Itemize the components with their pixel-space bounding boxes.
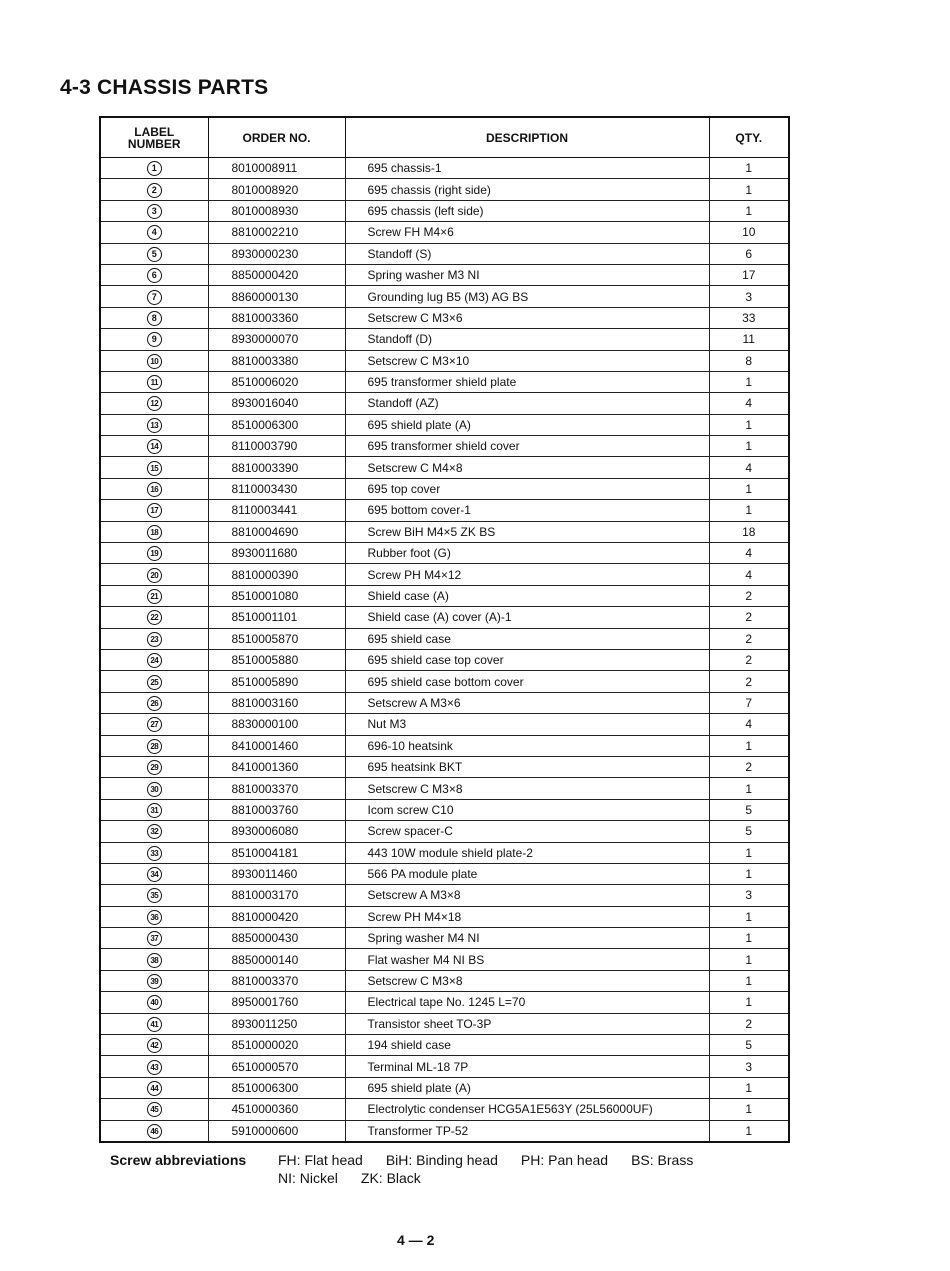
qty-cell: 3: [709, 286, 789, 307]
label-number-cell: [100, 992, 208, 1013]
table-row: [100, 821, 789, 842]
abbreviations-title: Screw abbreviations: [110, 1152, 247, 1168]
description-cell: Setscrew A M3×6: [345, 692, 709, 713]
circled-label-number: 45: [147, 1102, 162, 1117]
label-number-cell: [100, 906, 208, 927]
order-no-cell: 8010008911: [208, 158, 345, 179]
table-row: [100, 671, 789, 692]
description-cell: Icom screw C10: [345, 799, 709, 820]
label-number-cell: [100, 371, 208, 392]
qty-cell: 18: [709, 521, 789, 542]
circled-label-number: 5: [147, 247, 162, 262]
table-row: [100, 371, 789, 392]
qty-cell: 1: [709, 436, 789, 457]
order-no-cell: 8510001101: [208, 607, 345, 628]
circled-label-number: 1: [147, 161, 162, 176]
label-number-cell: [100, 457, 208, 478]
description-cell: 696-10 heatsink: [345, 735, 709, 756]
label-number-cell: [100, 478, 208, 499]
description-cell: Spring washer M3 NI: [345, 264, 709, 285]
table-row: [100, 949, 789, 970]
label-number-cell: [100, 756, 208, 777]
abbreviations-list: [278, 1152, 718, 1186]
label-number-cell: [100, 179, 208, 200]
chassis-parts-table: [99, 116, 790, 1143]
qty-cell: 2: [709, 649, 789, 670]
circled-label-number: 14: [147, 439, 162, 454]
qty-cell: 5: [709, 1035, 789, 1056]
description-cell: Setscrew C M3×6: [345, 307, 709, 328]
order-no-cell: 8930006080: [208, 821, 345, 842]
description-cell: Nut M3: [345, 714, 709, 735]
label-number-cell: [100, 1099, 208, 1120]
description-cell: Spring washer M4 NI: [345, 928, 709, 949]
order-no-cell: 8010008920: [208, 179, 345, 200]
table-row: [100, 1120, 789, 1142]
circled-label-number: 3: [147, 204, 162, 219]
order-no-cell: 8510005890: [208, 671, 345, 692]
description-cell: 695 heatsink BKT: [345, 756, 709, 777]
circled-label-number: 11: [147, 375, 162, 390]
table-row: [100, 1035, 789, 1056]
qty-cell: 1: [709, 179, 789, 200]
description-cell: Transformer TP-52: [345, 1120, 709, 1142]
table-row: [100, 714, 789, 735]
qty-cell: 33: [709, 307, 789, 328]
qty-cell: 1: [709, 928, 789, 949]
label-number-cell: [100, 158, 208, 179]
table-row: [100, 564, 789, 585]
circled-label-number: 10: [147, 354, 162, 369]
table-row: [100, 692, 789, 713]
qty-cell: 17: [709, 264, 789, 285]
qty-cell: 4: [709, 393, 789, 414]
qty-cell: 1: [709, 970, 789, 991]
description-cell: Setscrew C M3×8: [345, 970, 709, 991]
order-no-cell: 8810002210: [208, 222, 345, 243]
table-row: [100, 500, 789, 521]
qty-cell: 2: [709, 607, 789, 628]
table-row: [100, 1056, 789, 1077]
label-number-cell: [100, 628, 208, 649]
circled-label-number: 28: [147, 739, 162, 754]
circled-label-number: 26: [147, 696, 162, 711]
circled-label-number: 19: [147, 546, 162, 561]
order-no-cell: 8930011460: [208, 863, 345, 884]
description-cell: Shield case (A): [345, 585, 709, 606]
label-number-cell: [100, 607, 208, 628]
circled-label-number: 27: [147, 717, 162, 732]
label-number-cell: [100, 692, 208, 713]
table-row: [100, 607, 789, 628]
description-cell: Screw FH M4×6: [345, 222, 709, 243]
qty-cell: 1: [709, 992, 789, 1013]
table-row: [100, 307, 789, 328]
table-header-row: [100, 117, 789, 158]
description-cell: 695 chassis (left side): [345, 200, 709, 221]
order-no-cell: 4510000360: [208, 1099, 345, 1120]
qty-cell: 5: [709, 799, 789, 820]
qty-cell: 1: [709, 863, 789, 884]
order-no-cell: 5910000600: [208, 1120, 345, 1142]
description-cell: Standoff (AZ): [345, 393, 709, 414]
header-qty: QTY.: [709, 117, 789, 158]
table-row: [100, 478, 789, 499]
abbreviation-item: PH: Pan head: [520, 1152, 609, 1168]
table-row: [100, 264, 789, 285]
description-cell: 695 top cover: [345, 478, 709, 499]
circled-label-number: 42: [147, 1038, 162, 1053]
label-number-cell: [100, 436, 208, 457]
order-no-cell: 8810003380: [208, 350, 345, 371]
circled-label-number: 4: [147, 225, 162, 240]
circled-label-number: 35: [147, 888, 162, 903]
order-no-cell: 8410001360: [208, 756, 345, 777]
description-cell: Screw BiH M4×5 ZK BS: [345, 521, 709, 542]
qty-cell: 1: [709, 842, 789, 863]
description-cell: Setscrew A M3×8: [345, 885, 709, 906]
label-number-cell: [100, 863, 208, 884]
order-no-cell: 6510000570: [208, 1056, 345, 1077]
circled-label-number: 21: [147, 589, 162, 604]
qty-cell: 10: [709, 222, 789, 243]
qty-cell: 6: [709, 243, 789, 264]
order-no-cell: 8810003760: [208, 799, 345, 820]
circled-label-number: 2: [147, 183, 162, 198]
page-title: 4-3 CHASSIS PARTS: [60, 76, 269, 99]
circled-label-number: 15: [147, 461, 162, 476]
description-cell: 695 shield case: [345, 628, 709, 649]
circled-label-number: 9: [147, 332, 162, 347]
description-cell: 695 shield case top cover: [345, 649, 709, 670]
label-number-cell: [100, 649, 208, 670]
order-no-cell: 8810003360: [208, 307, 345, 328]
order-no-cell: 8810003390: [208, 457, 345, 478]
table-row: [100, 521, 789, 542]
label-number-cell: [100, 885, 208, 906]
table-row: [100, 778, 789, 799]
qty-cell: 1: [709, 906, 789, 927]
table-row: [100, 329, 789, 350]
order-no-cell: 8110003430: [208, 478, 345, 499]
description-cell: Electrical tape No. 1245 L=70: [345, 992, 709, 1013]
qty-cell: 7: [709, 692, 789, 713]
abbreviation-item: FH: Flat head: [278, 1152, 363, 1168]
order-no-cell: 8810003160: [208, 692, 345, 713]
qty-cell: 2: [709, 756, 789, 777]
label-number-cell: [100, 1035, 208, 1056]
label-number-cell: [100, 243, 208, 264]
label-number-cell: [100, 564, 208, 585]
label-number-cell: [100, 1077, 208, 1098]
circled-label-number: 33: [147, 846, 162, 861]
table-row: [100, 243, 789, 264]
label-number-cell: [100, 714, 208, 735]
order-no-cell: 8510001080: [208, 585, 345, 606]
table-row: [100, 350, 789, 371]
qty-cell: 5: [709, 821, 789, 842]
table-row: [100, 906, 789, 927]
qty-cell: 1: [709, 478, 789, 499]
description-cell: 695 shield case bottom cover: [345, 671, 709, 692]
table-row: [100, 863, 789, 884]
description-cell: 695 transformer shield cover: [345, 436, 709, 457]
abbreviation-item: BS: Brass: [631, 1152, 694, 1168]
label-number-cell: [100, 799, 208, 820]
description-cell: Screw spacer-C: [345, 821, 709, 842]
abbreviation-item: ZK: Black: [360, 1170, 421, 1186]
circled-label-number: 6: [147, 268, 162, 283]
qty-cell: 1: [709, 200, 789, 221]
table-row: [100, 928, 789, 949]
circled-label-number: 29: [147, 760, 162, 775]
order-no-cell: 8010008930: [208, 200, 345, 221]
order-no-cell: 8930011680: [208, 543, 345, 564]
qty-cell: 1: [709, 414, 789, 435]
description-cell: Screw PH M4×12: [345, 564, 709, 585]
description-cell: Standoff (D): [345, 329, 709, 350]
circled-label-number: 46: [147, 1124, 162, 1139]
order-no-cell: 8510006300: [208, 414, 345, 435]
circled-label-number: 30: [147, 782, 162, 797]
circled-label-number: 32: [147, 824, 162, 839]
circled-label-number: 20: [147, 568, 162, 583]
label-number-cell: [100, 970, 208, 991]
circled-label-number: 38: [147, 953, 162, 968]
description-cell: 194 shield case: [345, 1035, 709, 1056]
order-no-cell: 8930016040: [208, 393, 345, 414]
qty-cell: 2: [709, 671, 789, 692]
description-cell: 695 chassis-1: [345, 158, 709, 179]
label-number-cell: [100, 350, 208, 371]
label-number-cell: [100, 500, 208, 521]
description-cell: Grounding lug B5 (M3) AG BS: [345, 286, 709, 307]
description-cell: Terminal ML-18 7P: [345, 1056, 709, 1077]
table-row: [100, 970, 789, 991]
abbreviation-item: BiH: Binding head: [385, 1152, 498, 1168]
circled-label-number: 37: [147, 931, 162, 946]
table-row: [100, 286, 789, 307]
description-cell: 443 10W module shield plate-2: [345, 842, 709, 863]
label-number-cell: [100, 1056, 208, 1077]
order-no-cell: 8810004690: [208, 521, 345, 542]
qty-cell: 11: [709, 329, 789, 350]
order-no-cell: 8110003790: [208, 436, 345, 457]
label-number-cell: [100, 585, 208, 606]
label-number-cell: [100, 200, 208, 221]
qty-cell: 1: [709, 371, 789, 392]
qty-cell: 1: [709, 735, 789, 756]
table-row: [100, 842, 789, 863]
description-cell: 695 bottom cover-1: [345, 500, 709, 521]
order-no-cell: 8930000070: [208, 329, 345, 350]
header-label-number: LABEL NUMBER: [100, 117, 208, 158]
table-row: [100, 1099, 789, 1120]
label-number-cell: [100, 1120, 208, 1142]
order-no-cell: 8510005870: [208, 628, 345, 649]
order-no-cell: 8930011250: [208, 1013, 345, 1034]
table-row: [100, 222, 789, 243]
order-no-cell: 8850000430: [208, 928, 345, 949]
label-number-cell: [100, 543, 208, 564]
order-no-cell: 8830000100: [208, 714, 345, 735]
circled-label-number: 44: [147, 1081, 162, 1096]
label-number-cell: [100, 222, 208, 243]
qty-cell: 4: [709, 564, 789, 585]
table-row: [100, 628, 789, 649]
description-cell: Screw PH M4×18: [345, 906, 709, 927]
table-row: [100, 414, 789, 435]
qty-cell: 1: [709, 1077, 789, 1098]
table-row: [100, 885, 789, 906]
header-description: DESCRIPTION: [345, 117, 709, 158]
table-row: [100, 457, 789, 478]
label-number-cell: [100, 778, 208, 799]
circled-label-number: 17: [147, 503, 162, 518]
order-no-cell: 8810000420: [208, 906, 345, 927]
table-row: [100, 585, 789, 606]
order-no-cell: 8510006300: [208, 1077, 345, 1098]
label-number-cell: [100, 928, 208, 949]
qty-cell: 2: [709, 585, 789, 606]
circled-label-number: 24: [147, 653, 162, 668]
circled-label-number: 22: [147, 610, 162, 625]
label-number-cell: [100, 671, 208, 692]
qty-cell: 3: [709, 1056, 789, 1077]
label-number-cell: [100, 329, 208, 350]
label-number-cell: [100, 1013, 208, 1034]
circled-label-number: 43: [147, 1060, 162, 1075]
order-no-cell: 8810000390: [208, 564, 345, 585]
table-row: [100, 436, 789, 457]
circled-label-number: 13: [147, 418, 162, 433]
circled-label-number: 40: [147, 995, 162, 1010]
page-number: 4 — 2: [397, 1232, 435, 1248]
label-number-cell: [100, 286, 208, 307]
qty-cell: 4: [709, 543, 789, 564]
qty-cell: 1: [709, 158, 789, 179]
order-no-cell: 8510006020: [208, 371, 345, 392]
table-row: [100, 393, 789, 414]
qty-cell: 2: [709, 628, 789, 649]
table-row: [100, 158, 789, 179]
description-cell: 695 shield plate (A): [345, 1077, 709, 1098]
description-cell: Standoff (S): [345, 243, 709, 264]
table-row: [100, 735, 789, 756]
order-no-cell: 8810003370: [208, 970, 345, 991]
label-number-cell: [100, 821, 208, 842]
qty-cell: 1: [709, 1120, 789, 1142]
description-cell: Setscrew C M3×8: [345, 778, 709, 799]
order-no-cell: 8810003170: [208, 885, 345, 906]
table-row: [100, 543, 789, 564]
description-cell: Shield case (A) cover (A)-1: [345, 607, 709, 628]
description-cell: Setscrew C M4×8: [345, 457, 709, 478]
label-number-cell: [100, 735, 208, 756]
label-number-cell: [100, 842, 208, 863]
qty-cell: 1: [709, 500, 789, 521]
order-no-cell: 8110003441: [208, 500, 345, 521]
description-cell: Transistor sheet TO-3P: [345, 1013, 709, 1034]
order-no-cell: 8510000020: [208, 1035, 345, 1056]
circled-label-number: 18: [147, 525, 162, 540]
order-no-cell: 8850000420: [208, 264, 345, 285]
qty-cell: 8: [709, 350, 789, 371]
label-number-cell: [100, 307, 208, 328]
description-cell: Setscrew C M3×10: [345, 350, 709, 371]
label-number-cell: [100, 264, 208, 285]
circled-label-number: 34: [147, 867, 162, 882]
order-no-cell: 8850000140: [208, 949, 345, 970]
circled-label-number: 16: [147, 482, 162, 497]
circled-label-number: 31: [147, 803, 162, 818]
circled-label-number: 12: [147, 396, 162, 411]
header-order-no: ORDER NO.: [208, 117, 345, 158]
circled-label-number: 39: [147, 974, 162, 989]
circled-label-number: 36: [147, 910, 162, 925]
label-number-cell: [100, 393, 208, 414]
table-row: [100, 756, 789, 777]
description-cell: 566 PA module plate: [345, 863, 709, 884]
table-row: [100, 1077, 789, 1098]
circled-label-number: 25: [147, 675, 162, 690]
description-cell: Electrolytic condenser HCG5A1E563Y (25L56000UF): [345, 1099, 709, 1120]
abbreviation-item: NI: Nickel: [278, 1170, 338, 1186]
order-no-cell: 8860000130: [208, 286, 345, 307]
order-no-cell: 8810003370: [208, 778, 345, 799]
table-row: [100, 992, 789, 1013]
label-number-cell: [100, 414, 208, 435]
description-cell: 695 chassis (right side): [345, 179, 709, 200]
label-number-cell: [100, 521, 208, 542]
circled-label-number: 8: [147, 311, 162, 326]
description-cell: Rubber foot (G): [345, 543, 709, 564]
order-no-cell: 8510005880: [208, 649, 345, 670]
circled-label-number: 41: [147, 1017, 162, 1032]
qty-cell: 2: [709, 1013, 789, 1034]
table-row: [100, 1013, 789, 1034]
description-cell: Flat washer M4 NI BS: [345, 949, 709, 970]
circled-label-number: 23: [147, 632, 162, 647]
qty-cell: 3: [709, 885, 789, 906]
label-number-cell: [100, 949, 208, 970]
qty-cell: 4: [709, 457, 789, 478]
order-no-cell: 8510004181: [208, 842, 345, 863]
qty-cell: 1: [709, 778, 789, 799]
table-row: [100, 649, 789, 670]
order-no-cell: 8950001760: [208, 992, 345, 1013]
circled-label-number: 7: [147, 290, 162, 305]
table-row: [100, 200, 789, 221]
qty-cell: 1: [709, 1099, 789, 1120]
qty-cell: 4: [709, 714, 789, 735]
order-no-cell: 8930000230: [208, 243, 345, 264]
description-cell: 695 shield plate (A): [345, 414, 709, 435]
order-no-cell: 8410001460: [208, 735, 345, 756]
table-row: [100, 179, 789, 200]
qty-cell: 1: [709, 949, 789, 970]
table-row: [100, 799, 789, 820]
description-cell: 695 transformer shield plate: [345, 371, 709, 392]
